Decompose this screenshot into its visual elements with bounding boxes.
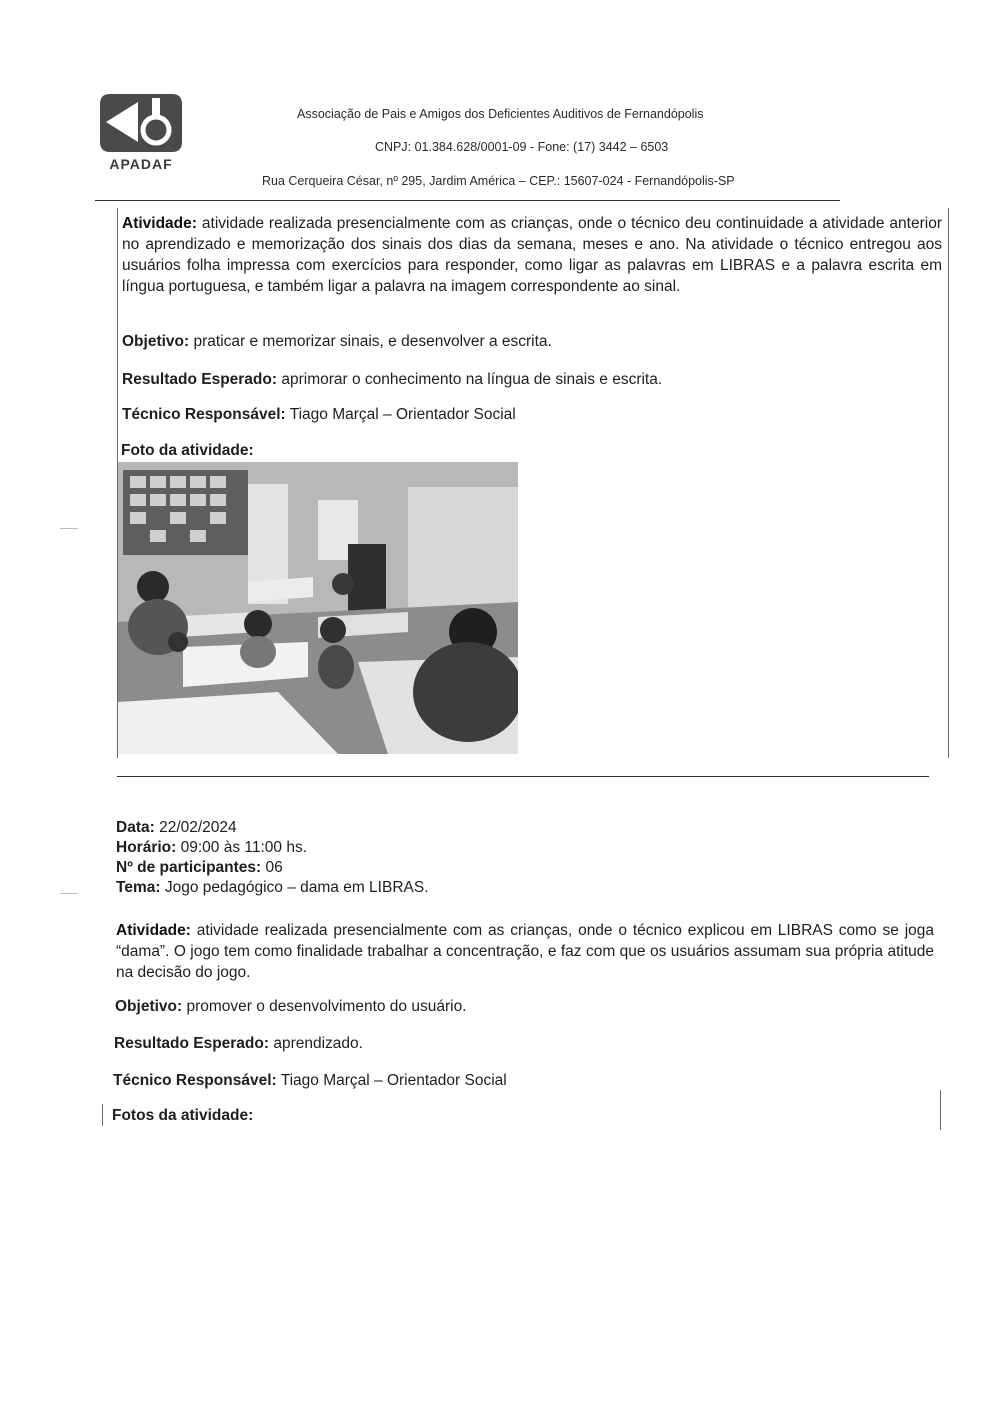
expected-result-label: Resultado Esperado: — [114, 1035, 270, 1052]
theme-value: Jogo pedagógico – dama em LIBRAS. — [164, 879, 429, 896]
section-divider — [117, 776, 929, 777]
activity-label: Atividade: — [122, 215, 197, 232]
apadaf-logo — [95, 92, 187, 174]
photo-caption-1 — [121, 440, 254, 461]
technician-line-1 — [122, 404, 516, 425]
objective-line-2 — [115, 996, 467, 1017]
org-address: Rua Cerqueira César, nº 295, Jardim América – CEP.: 15607-024 - Fernandópolis-SP — [262, 174, 735, 188]
box-left-border-2 — [102, 1104, 103, 1126]
objective-line-1 — [122, 331, 552, 352]
time-line — [116, 837, 307, 858]
objective-label: Objetivo: — [122, 333, 190, 350]
theme-line — [116, 877, 429, 898]
box-right-border — [948, 208, 949, 758]
expected-result-line-1 — [122, 369, 662, 390]
activity-text: atividade realizada presencialmente com as crianças, onde o técnico explicou em LIBRAS como se joga “dama”. O jogo tem como finalidade trabalhar a concentração, e faz com que os usuários assumam sua própria atitude na decisão do jogo. — [116, 922, 934, 981]
date-label: Data: — [116, 819, 155, 836]
logo-emblem-icon — [98, 92, 184, 154]
technician-label: Técnico Responsável: — [122, 406, 286, 423]
time-label: Horário: — [116, 839, 177, 856]
expected-result-text: aprendizado. — [273, 1035, 363, 1052]
activity-text: atividade realizada presencialmente com as crianças, onde o técnico deu continuidade a atividade anterior no aprendizado e memorização dos sinais dos dias da semana, meses e ano. Na atividade o técnico entregou aos usuários folha impressa com exercícios para responder, como ligar as palavras em LIBRAS e a palavra escrita em língua portuguesa, e também ligar a palavra na imagem correspondente ao sinal. — [122, 215, 942, 295]
expected-result-line-2 — [114, 1033, 363, 1054]
participants-value: 06 — [265, 859, 283, 876]
date-line — [116, 817, 237, 838]
activity-paragraph-1 — [122, 213, 942, 297]
photos-caption-2 — [112, 1105, 253, 1126]
participants-label: Nº de participantes: — [116, 859, 262, 876]
scan-mark — [60, 893, 78, 894]
activity-label: Atividade: — [116, 922, 191, 939]
participants-line — [116, 857, 283, 878]
logo-text: APADAF — [109, 156, 173, 172]
date-value: 22/02/2024 — [159, 819, 237, 836]
theme-label: Tema: — [116, 879, 161, 896]
technician-text: Tiago Marçal – Orientador Social — [280, 1072, 507, 1089]
classroom-photo-image — [118, 462, 518, 754]
header-divider — [95, 200, 840, 201]
technician-text: Tiago Marçal – Orientador Social — [289, 406, 516, 423]
technician-line-2 — [113, 1070, 507, 1091]
org-name: Associação de Pais e Amigos dos Deficientes Auditivos de Fernandópolis — [297, 107, 704, 121]
expected-result-text: aprimorar o conhecimento na língua de sinais e escrita. — [281, 371, 663, 388]
objective-label: Objetivo: — [115, 998, 183, 1015]
expected-result-label: Resultado Esperado: — [122, 371, 278, 388]
scan-mark — [60, 528, 78, 529]
technician-label: Técnico Responsável: — [113, 1072, 277, 1089]
activity-paragraph-2 — [116, 920, 934, 983]
photo-label: Foto da atividade: — [121, 442, 254, 459]
photos-label: Fotos da atividade: — [112, 1107, 254, 1124]
objective-text: praticar e memorizar sinais, e desenvolver a escrita. — [193, 333, 552, 350]
org-cnpj-phone: CNPJ: 01.384.628/0001-09 - Fone: (17) 3442 – 6503 — [375, 140, 669, 154]
objective-text: promover o desenvolvimento do usuário. — [186, 998, 467, 1015]
box-right-border-2 — [940, 1090, 941, 1130]
time-value: 09:00 às 11:00 hs. — [180, 839, 308, 856]
activity-photo — [118, 462, 518, 754]
